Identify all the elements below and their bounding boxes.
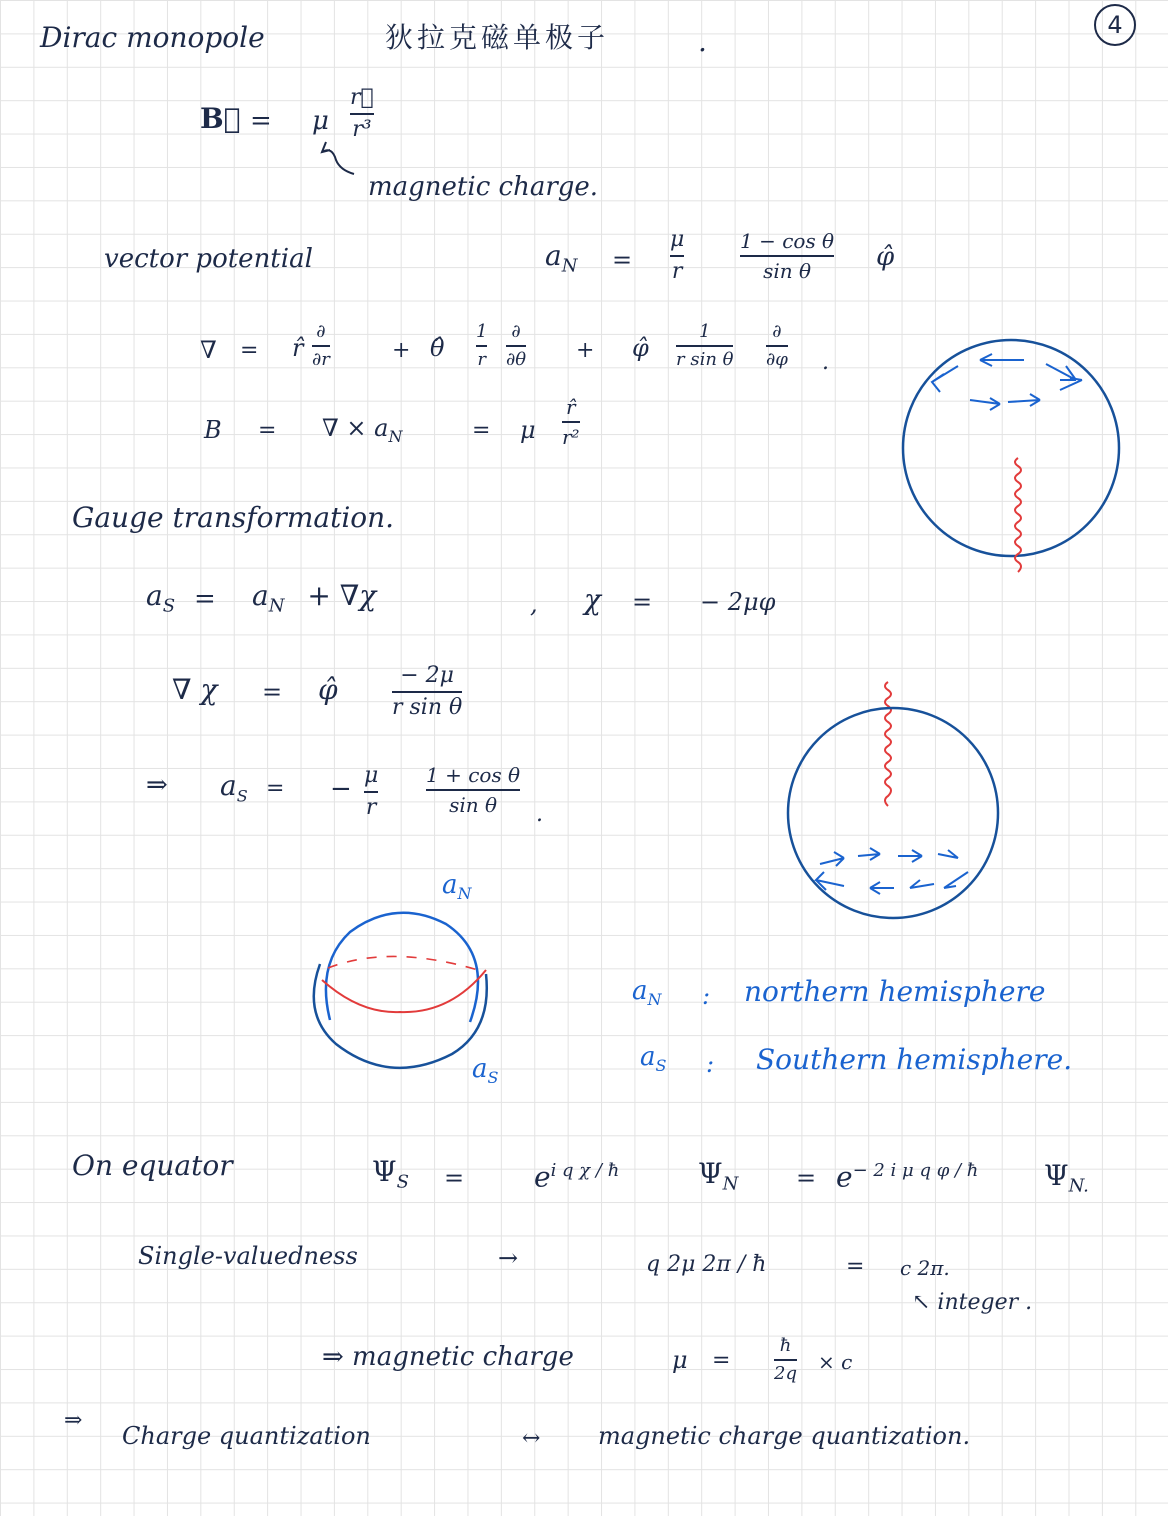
- field-num: r⃗: [350, 85, 374, 110]
- nabla-dtheta-fraction: ∂ ∂θ: [506, 321, 527, 370]
- curl-eq2: =: [472, 418, 491, 443]
- vp-mu-fraction: μ r: [670, 227, 685, 285]
- magnetic-charge-prefix: ⇒ magnetic charge: [322, 1342, 574, 1372]
- as-lhs: $a_S$: [220, 769, 248, 806]
- field-lhs: B⃗: [200, 102, 241, 135]
- nabla-dphi-fraction: ∂ ∂φ: [766, 321, 788, 370]
- vp-unit: φ̂: [876, 242, 895, 272]
- single-valued-label: Single-valuedness: [138, 1242, 358, 1270]
- south-label: $a_S$: [640, 1042, 667, 1076]
- nabla-plus1: +: [392, 338, 411, 363]
- gauge-chi-eq: =: [632, 588, 653, 616]
- as-implies: ⇒: [146, 770, 168, 800]
- north-label: $a_N$: [632, 976, 662, 1010]
- title-chinese: 狄拉克磁单极子: [385, 21, 610, 54]
- equator-e2: $e^{- 2 i \mu q \varphi / ħ}$: [836, 1160, 979, 1194]
- nabla-lhs: ∇: [200, 336, 217, 364]
- aS-diagram-label: $a_S$: [472, 1054, 499, 1088]
- curl-mid: ∇ × $a_N$: [322, 414, 403, 446]
- field-annotation: magnetic charge.: [368, 172, 599, 202]
- as-eq: =: [266, 776, 285, 801]
- hemisphere-sphere-diagram: [300, 904, 500, 1074]
- as-minus: −: [330, 774, 352, 804]
- south-colon: :: [706, 1050, 715, 1078]
- curly-arrow-icon: [318, 138, 368, 178]
- grad-lhs: ∇ χ: [172, 673, 218, 706]
- page-number-circle: [1094, 4, 1136, 46]
- curl-mu: μ: [520, 416, 536, 444]
- nabla-rhat: r̂: [292, 334, 304, 362]
- conclusion-right: magnetic charge quantization.: [598, 1422, 971, 1450]
- magnetic-charge-fraction: ħ 2q: [774, 1335, 797, 1384]
- south-sphere-diagram: [784, 678, 1004, 924]
- gauge-line1-rhs: $a_N + \nabla\chi$: [252, 579, 377, 617]
- curl-fraction: r̂ r²: [562, 395, 580, 449]
- field-den: r³: [352, 117, 372, 143]
- magnetic-charge-rhs: × c: [818, 1350, 853, 1374]
- nabla-rsin-fraction: 1 r sin θ: [676, 321, 734, 370]
- gauge-chi-val: − 2μφ: [700, 588, 776, 616]
- grad-fraction: − 2μ r sin θ: [392, 663, 463, 721]
- grad-phi: φ̂: [318, 673, 338, 706]
- north-sphere-diagram: [900, 336, 1126, 582]
- equator-eq1: =: [444, 1164, 465, 1192]
- equator-psin: $\Psi_N$: [698, 1157, 739, 1195]
- field-bar: [350, 113, 374, 115]
- south-text: Southern hemisphere.: [756, 1043, 1073, 1076]
- equator-eq2: =: [796, 1164, 817, 1192]
- gauge-heading: Gauge transformation.: [72, 501, 395, 534]
- single-valued-rhs: c 2π.: [900, 1256, 950, 1280]
- field-mu: μ: [312, 106, 329, 136]
- field-fraction: [350, 86, 374, 142]
- gauge-line1-eq: =: [194, 584, 216, 614]
- gauge-comma: ,: [530, 590, 538, 618]
- integer-note: ↖ integer .: [912, 1290, 1033, 1315]
- magnetic-charge-mu: μ: [672, 1346, 688, 1374]
- north-text: northern hemisphere: [744, 975, 1046, 1008]
- field-eq: =: [250, 106, 272, 136]
- nabla-phihat: φ̂: [632, 334, 649, 362]
- title-period: .: [698, 25, 707, 58]
- page-number: 4: [1107, 11, 1123, 39]
- nabla-plus2: +: [576, 338, 595, 363]
- nabla-dot: .: [822, 350, 829, 375]
- single-valued-arrow: →: [498, 1244, 519, 1272]
- conclusion-left: Charge quantization: [122, 1422, 371, 1450]
- as-mu-fraction: μ r: [364, 763, 379, 821]
- equator-label: On equator: [72, 1149, 233, 1182]
- conclusion-arrow: ↔: [522, 1426, 541, 1451]
- nabla-eq: =: [240, 338, 259, 363]
- equator-e1: $e^{i q \chi / ħ}$: [534, 1160, 620, 1194]
- single-valued-eq: =: [846, 1254, 865, 1279]
- vp-label: vector potential: [104, 244, 313, 274]
- curl-lhs: B: [204, 416, 222, 444]
- equator-lhs: $\Psi_S$: [372, 1155, 409, 1193]
- equator-psin2: $\Psi_{N.}$: [1044, 1159, 1089, 1197]
- grad-eq: =: [262, 678, 283, 706]
- nabla-dr-fraction: ∂ ∂r: [312, 321, 330, 370]
- conclusion-implies: ⇒: [64, 1408, 83, 1433]
- nabla-1r-fraction: 1 r: [476, 321, 488, 370]
- as-dot: .: [536, 802, 543, 827]
- magnetic-charge-eq: =: [712, 1348, 731, 1373]
- curl-eq1: =: [258, 418, 277, 443]
- gauge-chi: χ: [584, 583, 601, 616]
- north-colon: :: [702, 982, 711, 1010]
- aN-diagram-label: $a_N$: [442, 870, 472, 904]
- vp-cos-fraction: 1 − cos θ sin θ: [740, 229, 835, 283]
- title-english: Dirac monopole: [40, 21, 265, 54]
- single-valued-lhs: q 2μ 2π / ħ: [646, 1252, 767, 1277]
- gauge-line1-lhs: $a_S$: [146, 579, 176, 617]
- as-cos-fraction: 1 + cos θ sin θ: [426, 763, 521, 817]
- vp-lhs: $a_N$: [545, 239, 578, 277]
- nabla-thetahat: θ̂: [430, 334, 445, 362]
- vp-eq: =: [612, 246, 633, 274]
